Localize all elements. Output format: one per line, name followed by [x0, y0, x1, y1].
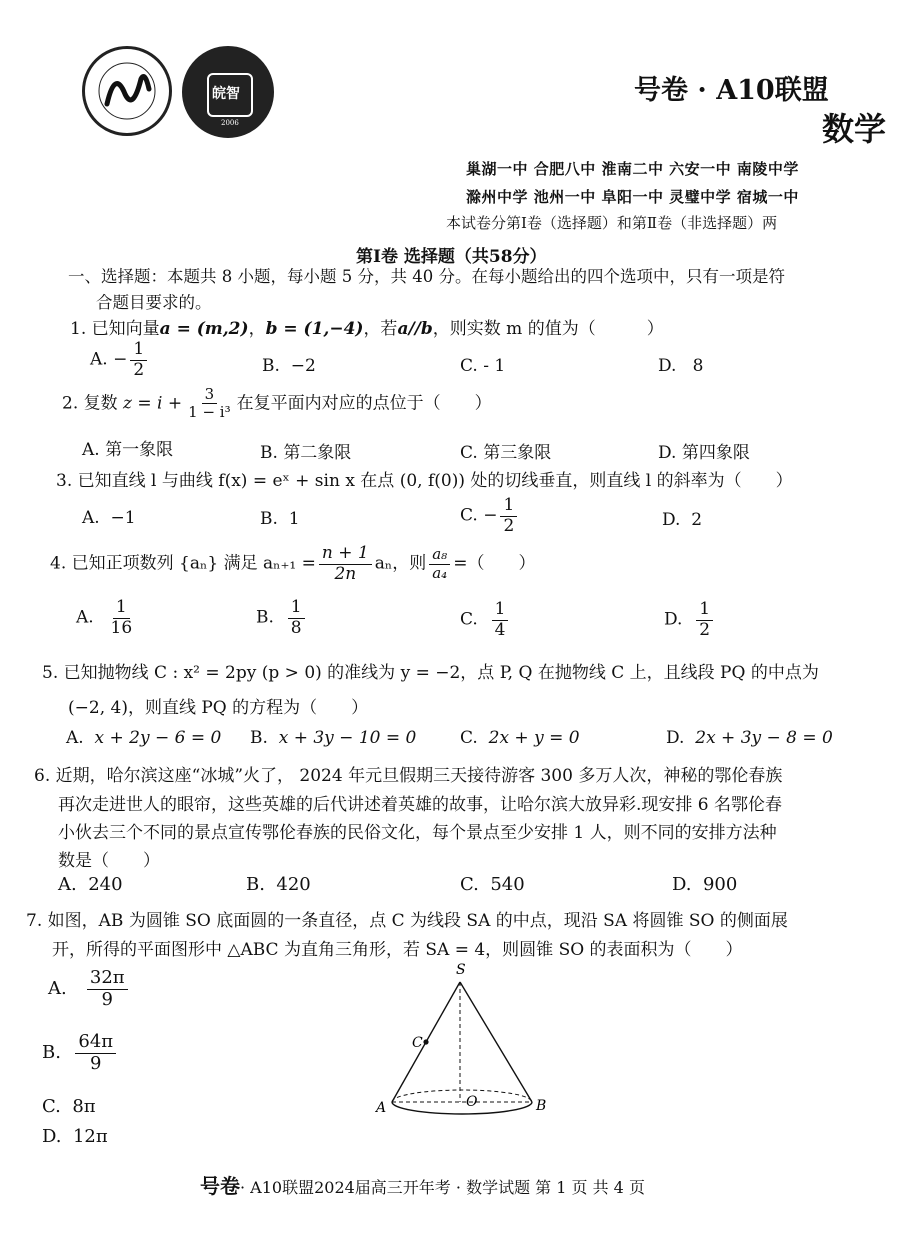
- q1-option-b[interactable]: B. −2: [262, 356, 316, 376]
- q6-option-a[interactable]: A. 240: [58, 874, 123, 895]
- q6-option-c[interactable]: C. 540: [460, 874, 525, 895]
- q7-option-b[interactable]: B. $\frac{64\pi}{9}$: [42, 1032, 119, 1074]
- wanzhi-education-logo: [182, 46, 274, 138]
- wanzhi-year: 2006: [221, 119, 239, 127]
- q5-stem-line2: (−2, 4)，则直线 PQ 的方程为（ ）: [68, 698, 369, 718]
- q2-option-a[interactable]: A. 第一象限: [82, 440, 174, 460]
- q3-option-a[interactable]: A. −1: [82, 508, 136, 528]
- wanzhi-center-text: 皖智: [212, 86, 240, 102]
- q7-stem-line1: 7. 如图，AB 为圆锥 SO 底面圆的一条直径，点 C 为线段 SA 的中点，现沿 SA 将圆锥 SO 的侧面展: [26, 911, 788, 931]
- alliance-emblem-icon: [85, 49, 169, 133]
- label-b: B: [536, 1098, 547, 1114]
- q6-stem-line3: 小伙去三个不同的景点宣传鄂伦春族的民俗文化，每个景点至少安排 1 人，则不同的安排方法种: [58, 823, 777, 843]
- q7-option-a[interactable]: A. $\frac{32\pi}{9}$: [48, 968, 131, 1010]
- q3-stem: 3. 已知直线 l 与曲线 f(x) = eˣ + sin x 在点 (0, f(0)) 处的切线垂直，则直线 l 的斜率为（ ）: [56, 471, 793, 491]
- q1-stem: 1. 已知向量a = (m,2)，b = (1,−4)，若a//b，则实数 m 的值为（ ）: [70, 319, 664, 339]
- q6-stem-line1: 6. 近期，哈尔滨这座“冰城”火了， 2024 年元旦假期三天接待游客 300 多万人次，神秘的鄂伦春族: [34, 766, 783, 786]
- q2-stem: 2. 复数 z = i + $\frac{3}{\text{1 − i³}}$ 在复平面内对应的点位于（ ）: [62, 385, 492, 422]
- cone-figure: [370, 960, 560, 1120]
- footer: [200, 1170, 645, 1199]
- q4-option-b[interactable]: B. $\frac{1}{8}$: [256, 598, 308, 638]
- cone-slant-right: [460, 982, 532, 1102]
- q7-stem-line2: 开，所得的平面图形中 △ABC 为直角三角形，若 SA = 4，则圆锥 SO 的表面积为（ ）: [52, 940, 743, 960]
- alliance-logo: [82, 46, 172, 136]
- exam-note: 本试卷分第Ⅰ卷（选择题）和第Ⅱ卷（非选择题）两: [446, 214, 778, 232]
- label-o: O: [466, 1094, 478, 1110]
- q2-option-d[interactable]: D. 第四象限: [658, 443, 750, 463]
- q3-option-b[interactable]: B. 1: [260, 509, 300, 529]
- q5-option-d[interactable]: D. 2x + 3y − 8 = 0: [666, 728, 833, 748]
- schools-line-2: 滁州中学 池州一中 阜阳一中 灵璧中学 宿城一中: [466, 188, 799, 206]
- cone-base-front: [392, 1102, 532, 1114]
- section-intro-2: 合题目要求的。: [96, 293, 212, 312]
- q7-option-d[interactable]: D. 12π: [42, 1126, 108, 1147]
- q3-option-d[interactable]: D. 2: [662, 510, 703, 530]
- q4-option-d[interactable]: D. $\frac{1}{2}$: [664, 600, 716, 640]
- q4-option-c[interactable]: C. $\frac{1}{4}$: [460, 600, 511, 640]
- q6-stem-line4: 数是（ ）: [58, 851, 160, 871]
- label-c: C: [412, 1035, 423, 1051]
- q4-option-a[interactable]: A. $\frac{1}{16}$: [76, 597, 133, 638]
- q3-option-c[interactable]: C. − $\frac{1}{2}$: [460, 496, 520, 536]
- q1-option-d[interactable]: D. 8: [658, 356, 704, 376]
- point-c-dot: [423, 1039, 428, 1044]
- footer-text: · A10联盟2024届高三开年考 · 数学试题 第 1 页 共 4 页: [240, 1178, 645, 1197]
- q7-option-c[interactable]: C. 8π: [42, 1096, 96, 1117]
- label-a: A: [376, 1100, 387, 1116]
- cone-base-back: [392, 1090, 532, 1102]
- q6-option-b[interactable]: B. 420: [246, 874, 311, 895]
- q5-option-a[interactable]: A. x + 2y − 6 = 0: [66, 728, 222, 748]
- section-title: 第Ⅰ卷 选择题（共58分）: [356, 247, 547, 267]
- section-intro-1: 一、选择题：本题共 8 小题，每小题 5 分，共 40 分。在每小题给出的四个选项中，只有一项是符: [68, 267, 785, 286]
- q5-option-c[interactable]: C. 2x + y = 0: [460, 728, 580, 748]
- q2-option-c[interactable]: C. 第三象限: [460, 443, 552, 463]
- q5-stem-line1: 5. 已知抛物线 C : x² = 2py (p > 0) 的准线为 y = −2，点 P, Q 在抛物线 C 上，且线段 PQ 的中点为: [42, 663, 819, 683]
- schools-line-1: 巢湖一中 合肥八中 淮南二中 六安一中 南陵中学: [466, 160, 799, 178]
- subject-title: 数学: [822, 110, 887, 148]
- q5-option-b[interactable]: B. x + 3y − 10 = 0: [250, 728, 417, 748]
- q1-option-c[interactable]: C. - 1: [460, 356, 506, 376]
- q2-option-b[interactable]: B. 第二象限: [260, 443, 352, 463]
- q4-stem: 4. 已知正项数列 {aₙ} 满足 aₙ₊₁ = $\frac{n + 1}{2n}$ aₙ，则 $\frac{\text{a₈}}{\text{a₄}}$ =（ ）: [50, 543, 536, 584]
- label-s: S: [456, 962, 466, 978]
- footer-brand: 号卷: [200, 1174, 240, 1198]
- q1-option-a[interactable]: A. − $\frac{1}{2}$: [90, 340, 150, 380]
- brand-title: 号卷 · A10联盟: [634, 75, 829, 106]
- q6-option-d[interactable]: D. 900: [672, 874, 738, 895]
- q6-stem-line2: 再次走进世人的眼帘，这些英雄的后代讲述着英雄的故事，让哈尔滨大放异彩.现安排 6 名鄂伦春: [58, 795, 783, 815]
